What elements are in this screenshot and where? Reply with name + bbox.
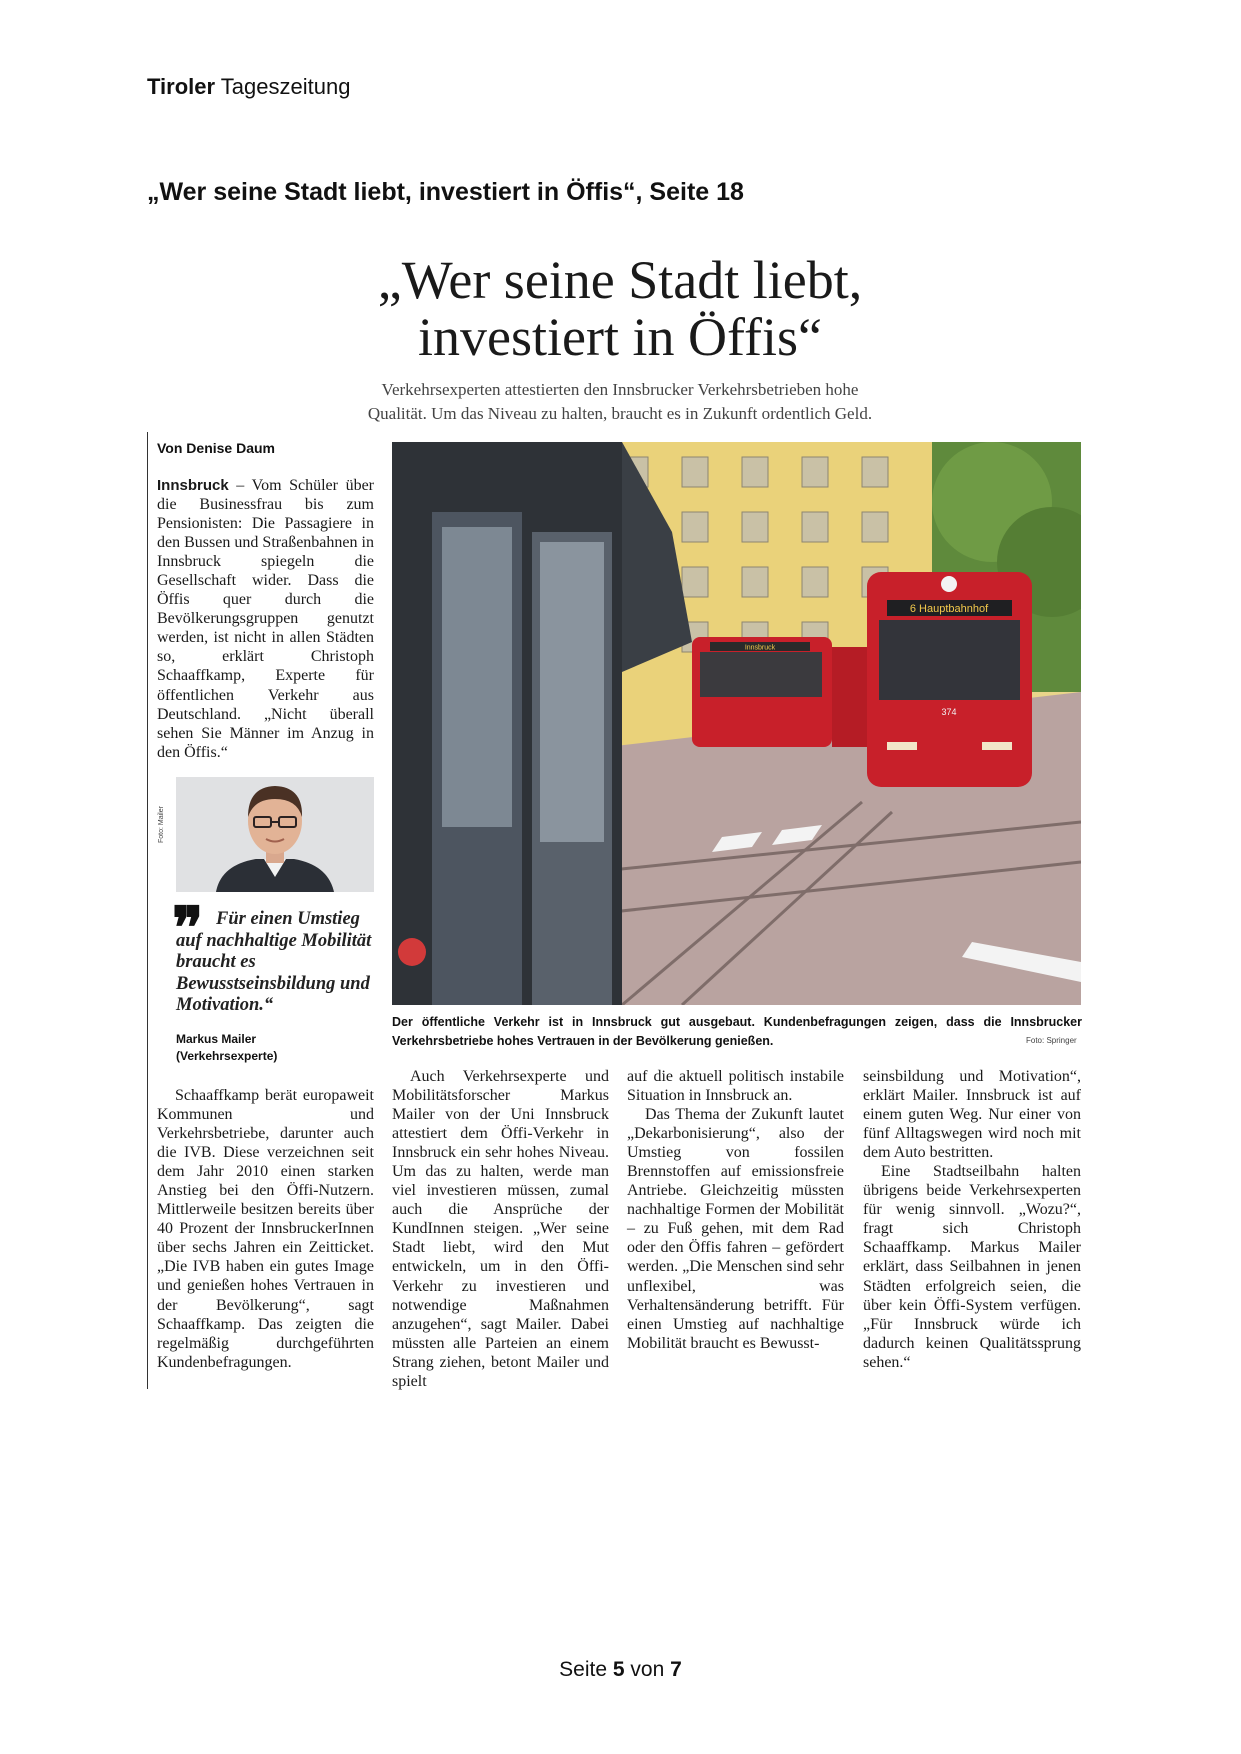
body-paragraph: seinsbildung und Motivation“, erklärt Mailer. Innsbruck ist auf einem guten Weg. Nur einer von fünf Alltagswegen wird noch mit dem Auto bestritten. <box>863 1068 1081 1162</box>
quote-author <box>176 1031 277 1065</box>
newspaper-brand <box>147 74 350 100</box>
body-column-2 <box>392 1067 609 1391</box>
article-headline <box>280 252 960 366</box>
body-column-3 <box>627 1067 844 1353</box>
quote-author-name: Markus Mailer <box>176 1032 257 1046</box>
footer-total-pages: 7 <box>670 1658 682 1681</box>
body-paragraph: Auch Verkehrsexperte und Mobilitätsforscher Markus Mailer von der Uni Innsbruck attestiert dem Öffi-Verkehr in Innsbruck ein sehr hohes Niveau. Um das zu halten, werde man viel investieren müssen, zumal auch die Ansprüche der KundInnen steigen. „Wer seine Stadt liebt, wird den Mut entwickeln, um in den Öffi-Verkehr zu investieren und notwendige Maßnahmen anzugehen“, sagt Mailer. Dabei müssten alle Parteien an einem Strang ziehen, betont Mailer und spielt <box>392 1068 609 1390</box>
dateline-location: Innsbruck <box>157 477 229 494</box>
subhead-line-1: Verkehrsexperten attestierten den Innsbrucker Verkehrsbetrieben hohe <box>381 380 859 399</box>
brand-bold: Tiroler <box>147 74 216 99</box>
body-paragraph: auf die aktuell politisch instabile Situation in Innsbruck an. <box>627 1068 844 1105</box>
quote-author-role: (Verkehrsexperte) <box>176 1049 278 1063</box>
subhead-line-2: Qualität. Um das Niveau zu halten, braucht es in Zukunft ordentlich Geld. <box>367 404 873 423</box>
body-paragraph: Eine Stadtseilbahn halten übrigens beide Verkehrsexperten für wenig sinnvoll. „Wozu?“, fragt sich Christoph Schaaffkamp. Markus Mailer erklärt, dass Seilbahnen in jenen Städten erfolgreich seien, die über kein Öffi-System verfügen. „Für Innsbruck würde ich dadurch keinen Qualitätssprung sehen.“ <box>863 1163 1081 1371</box>
tram-back-sign: Innsbruck <box>744 644 776 652</box>
portrait-illustration <box>176 777 374 892</box>
footer-middle: von <box>630 1658 665 1681</box>
tram-number: 374 <box>941 707 957 717</box>
intro-text: – Vom Schüler über die Businessfrau bis zum Pensionisten: Die Passagiere in den Bussen und Straßenbahnen in Innsbruck spiegeln die Gesellschaft wider. Dass die Öffis quer durch die Bevölkerungsgruppen genutzt werden, ist nicht in allen Städten so, erklärt Christoph Schaaffkamp, Experte für öffentlichen Verkehr aus Deutschland. „Nicht überall sehen Sie Männer im Anzug in den Öffis.“ <box>157 477 374 761</box>
body-column-4 <box>863 1067 1081 1372</box>
headline-line-2: investiert in Öffis“ <box>418 307 822 367</box>
portrait-credit: Foto: Mailer <box>158 806 165 843</box>
byline: Von Denise Daum <box>157 440 275 456</box>
photo-caption: Der öffentliche Verkehr ist in Innsbruck gut ausgebaut. Kundenbefragungen zeigen, dass die Innsbrucker Verkehrsbetriebe hohes Vertrauen in der Bevölkerung genießen. <box>392 1015 1082 1048</box>
body-paragraph: Das Thema der Zukunft lautet „Dekarbonisierung“, also der Umstieg von fossilen Brennstoffen auf emissionsfreie Antriebe. Gleichzeitig müssten nachhaltige Formen der Mobilität – zu Fuß gehen, mit dem Rad oder den Öffis fahren – gefördert werden. „Die Menschen sind sehr unflexibel, was Verhaltensänderung betrifft. Für einen Umstieg auf nachhaltige Mobilität braucht es Bewusst- <box>627 1106 844 1352</box>
headline-line-1: „Wer seine Stadt liebt, <box>377 250 863 310</box>
page-footer <box>0 1658 1241 1682</box>
portrait-photo <box>176 777 374 892</box>
article-subhead <box>300 378 940 426</box>
report-title: „Wer seine Stadt liebt, investiert in Öffis“, Seite 18 <box>147 178 744 206</box>
column-rule <box>147 432 148 1389</box>
tram-front-sign: 6 Hauptbahnhof <box>909 603 989 615</box>
body-column-1 <box>157 1086 374 1372</box>
pull-quote <box>176 909 376 1017</box>
brand-regular: Tageszeitung <box>220 74 351 99</box>
footer-current-page: 5 <box>612 1658 625 1681</box>
tram-scene-illustration <box>392 442 1081 1005</box>
main-photo <box>392 442 1081 1005</box>
footer-prefix: Seite <box>559 1658 608 1681</box>
body-paragraph: Schaaffkamp berät europaweit Kommunen und Verkehrsbetriebe, darunter auch die IVB. Diese verzeichnen seit dem Jahr 2010 einen starken Anstieg bei den Öffi-Nutzern. Mittlerweile besitzen bereits über 40 Prozent der InnsbruckerInnen über sechs Jahren ein Zeitticket. „Die IVB haben ein gutes Image und genießen hohes Vertrauen in der Bevölkerung“, sagt Schaaffkamp. Das zeigten die regelmäßig durchgeführten Kundenbefragungen. <box>157 1087 374 1371</box>
quote-icon: ❞ <box>172 896 204 961</box>
pull-quote-text: Für einen Umstieg auf nachhaltige Mobilität braucht es Bewusstseinsbildung und Motivation.“ <box>176 909 372 1015</box>
intro-paragraph <box>157 476 374 762</box>
photo-credit: Foto: Springer <box>1026 1036 1077 1045</box>
